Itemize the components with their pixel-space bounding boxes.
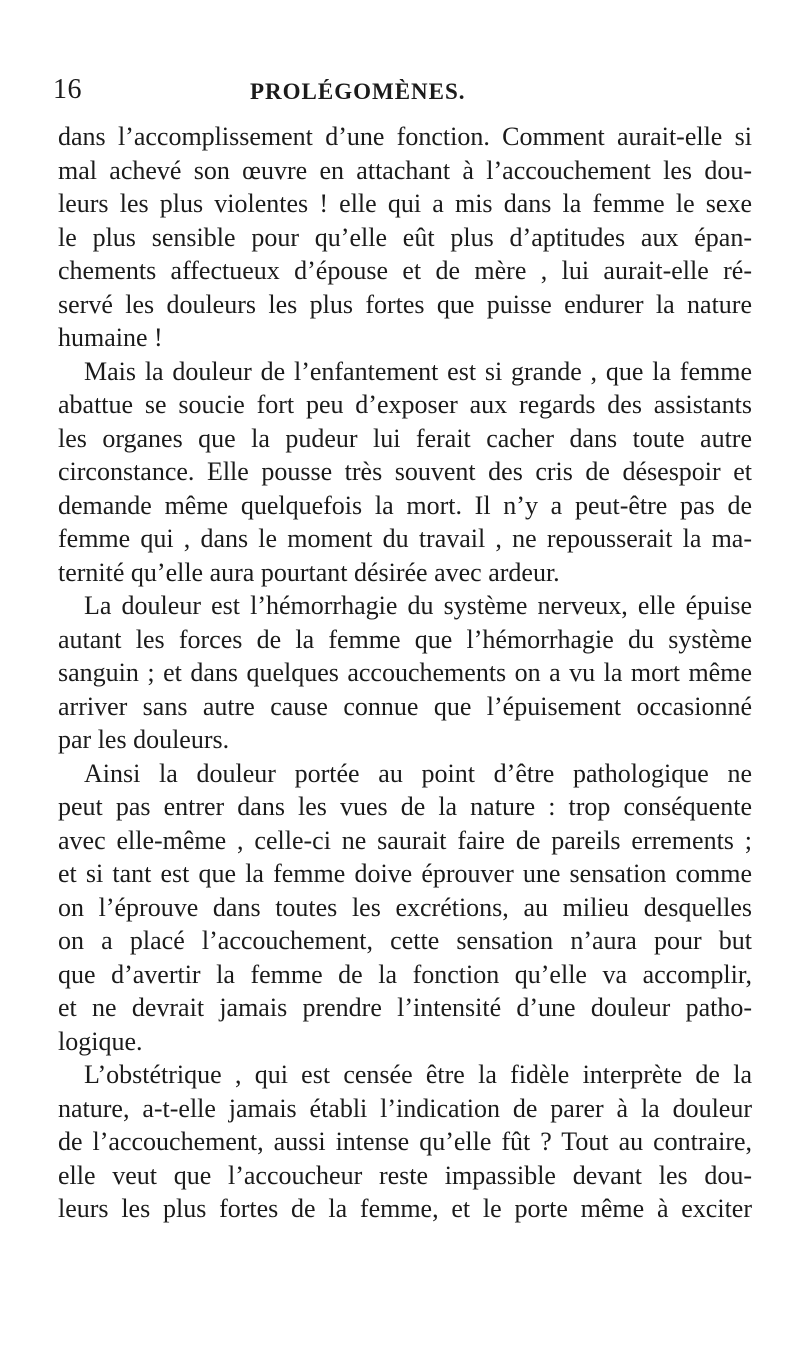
text-line: demande même quelquefois la mort. Il n’y a peut-être pas de — [58, 490, 752, 520]
text-line: mal achevé son œuvre en attachant à l’accouchement les dou- — [58, 155, 752, 185]
text-line: par les douleurs. — [58, 725, 230, 754]
text-line: on l’éprouve dans toutes les excrétions, au milieu desquelles — [58, 892, 752, 922]
text-line: de l’accouchement, aussi intense qu’elle fût ? Tout au contraire, — [58, 1127, 752, 1156]
text-line: dans l’accomplissement d’une fonction. Comment aurait-elle si — [58, 122, 752, 151]
text-line: abattue se soucie fort peu d’exposer aux regards des assistants — [58, 390, 752, 419]
paragraph-start: La douleur est l’hémorrhagie du système nerveux, elle épuise — [84, 591, 752, 620]
text-line: nature, a-t-elle jamais établi l’indication de parer à la douleur — [58, 1093, 752, 1123]
text-line: arriver sans autre cause connue que l’épuisement occasionné — [58, 691, 752, 721]
text-line: humaine ! — [58, 323, 163, 352]
text-line: logique. — [58, 1026, 143, 1056]
text-line: les organes que la pudeur lui ferait cacher dans toute autre — [58, 423, 752, 453]
text-line: autant les forces de la femme que l’hémorrhagie du système — [58, 624, 752, 654]
page-number: 16 — [53, 74, 82, 105]
text-line: leurs les plus fortes de la femme, et le porte même à exciter — [58, 1194, 752, 1223]
text-line: circonstance. Elle pousse très souvent des cris de désespoir et — [58, 457, 752, 486]
text-line: le plus sensible pour qu’elle eût plus d’aptitudes aux épan- — [58, 222, 752, 252]
running-head: PROLÉGOMÈNES. — [250, 79, 466, 104]
text-line: avec elle-même , celle-ci ne saurait faire de pareils errements ; — [58, 825, 752, 855]
body-text — [58, 120, 752, 1226]
text-line: on a placé l’accouchement, cette sensation n’aura pour but — [58, 926, 752, 955]
text-line: sanguin ; et dans quelques accouchements on a vu la mort même — [58, 658, 752, 687]
page-header — [0, 74, 800, 106]
text-line: chements affectueux d’épouse et de mère , lui aurait-elle ré- — [58, 256, 752, 285]
text-line: et ne devrait jamais prendre l’intensité d’une douleur patho- — [58, 993, 752, 1022]
text-line: elle veut que l’accoucheur reste impassible devant les dou- — [58, 1160, 752, 1190]
text-line: peut pas entrer dans les vues de la nature : trop conséquente — [58, 792, 752, 821]
paragraph-start: Ainsi la douleur portée au point d’être pathologique ne — [84, 758, 752, 788]
text-line: femme qui , dans le moment du travail , ne repousserait la ma- — [58, 524, 752, 553]
text-line: leurs les plus violentes ! elle qui a mis dans la femme le sexe — [58, 189, 752, 218]
paragraph-start: Mais la douleur de l’enfantement est si grande , que la femme — [84, 356, 752, 386]
text-line: que d’avertir la femme de la fonction qu’elle va accomplir, — [58, 959, 752, 989]
text-line: et si tant est que la femme doive éprouver une sensation comme — [58, 859, 752, 888]
text-line: servé les douleurs les plus fortes que puisse endurer la nature — [58, 289, 752, 319]
text-line: ternité qu’elle aura pourtant désirée avec ardeur. — [58, 557, 560, 587]
paragraph-start: L’obstétrique , qui est censée être la fidèle interprète de la — [84, 1060, 752, 1089]
